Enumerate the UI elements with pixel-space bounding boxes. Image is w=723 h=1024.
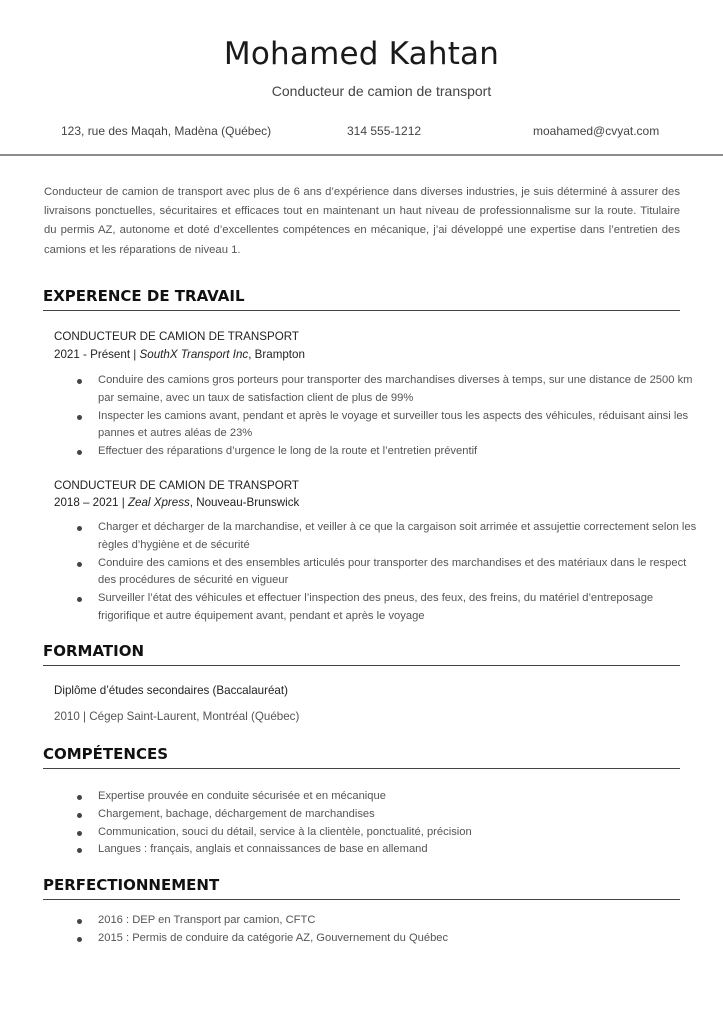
- job-2-company: Zeal Xpress: [127, 496, 190, 509]
- bullet-icon: [77, 379, 82, 384]
- section-title-training: PERFECTIONNEMENT: [43, 876, 220, 894]
- bullet-icon: [77, 831, 82, 836]
- job-2-location: , Nouveau-Brunswick: [189, 496, 300, 509]
- bullet-icon: [77, 415, 82, 420]
- skill-text: Expertise prouvée en conduite sécurisée et en mécanique: [98, 790, 386, 802]
- job-2-bullets: [98, 519, 698, 626]
- training-text: 2015 : Permis de conduire da catégorie AZ, Gouvernement du Québec: [98, 931, 449, 944]
- section-title-experience: EXPERENCE DE TRAVAIL: [43, 287, 245, 305]
- list-item: [98, 841, 698, 859]
- job-1-meta: [54, 348, 305, 361]
- bullet-icon: [77, 526, 82, 531]
- list-item: [98, 930, 698, 948]
- job-2-title: CONDUCTEUR DE CAMION DE TRANSPORT: [54, 479, 299, 492]
- bullet-icon: [77, 919, 82, 924]
- list-item: [98, 555, 698, 591]
- section-title-education: FORMATION: [43, 642, 145, 660]
- list-item: [98, 372, 698, 408]
- list-item: [98, 824, 698, 842]
- section-divider-training: [43, 899, 680, 900]
- section-divider-experience: [43, 310, 680, 311]
- bullet-icon: [77, 848, 82, 853]
- section-divider-skills: [43, 768, 680, 769]
- contact-address: 123, rue des Maqah, Madèna (Québec): [61, 124, 272, 138]
- section-divider-education: [43, 665, 680, 666]
- bullet-icon: [77, 937, 82, 942]
- list-item: [98, 912, 698, 930]
- contact-email[interactable]: moahamed@cvyat.com: [533, 124, 660, 138]
- list-item: [98, 590, 698, 626]
- bullet-icon: [77, 795, 82, 800]
- job-title-subtitle: Conducteur de camion de transport: [271, 83, 492, 99]
- bullet-icon: [77, 562, 82, 567]
- bullet-text: Conduire des camions et des ensembles articulés pour transporter des marchandises et des matériaux dans le respect des procédures de sécurité en vigueur: [98, 556, 687, 587]
- bullet-icon: [77, 597, 82, 602]
- skill-text: Communication, souci du détail, service à la clientèle, ponctualité, précision: [98, 825, 472, 838]
- list-item: [98, 806, 698, 824]
- job-2-meta: [54, 496, 299, 509]
- job-2-dates: 2018 – 2021 |: [54, 496, 128, 509]
- bullet-icon: [77, 450, 82, 455]
- bullet-icon: [77, 813, 82, 818]
- bullet-text: Conduire des camions gros porteurs pour transporter des marchandises diverses à temps, sur une distance de 2500 km par semaine, avec un taux de satisfaction client de plus de 99%: [98, 374, 693, 404]
- education-detail: 2010 | Cégep Saint-Laurent, Montréal (Québec): [54, 710, 300, 723]
- training-text: 2016 : DEP en Transport par camion, CFTC: [98, 914, 316, 926]
- job-1-bullets: [98, 372, 698, 461]
- skill-text: Chargement, bachage, déchargement de marchandises: [98, 807, 375, 820]
- list-item: [98, 519, 698, 555]
- education-degree: Diplôme d’études secondaires (Baccalauréat): [54, 684, 288, 697]
- skill-text: Langues : français, anglais et connaissances de base en allemand: [98, 843, 428, 856]
- training-list: [98, 912, 698, 948]
- resume-name: Mohamed Kahtan: [223, 36, 500, 72]
- bullet-text: Inspecter les camions avant, pendant et après le voyage et surveiller tous les aspects des véhicules, réduisant ainsi les pannes et autres aléas de 23%: [98, 409, 689, 440]
- bullet-text: Effectuer des réparations d’urgence le long de la route et l’entretien préventif: [98, 445, 478, 458]
- skills-list: [98, 788, 698, 859]
- job-1-company: SouthX Transport Inc: [139, 348, 249, 361]
- list-item: [98, 443, 698, 461]
- list-item: [98, 788, 698, 806]
- job-1-title: CONDUCTEUR DE CAMION DE TRANSPORT: [54, 330, 299, 343]
- bullet-text: Charger et décharger de la marchandise, et veiller à ce que la cargaison soit arrimée et assujettie correctement selon les règles d’hygiène et de sécurité: [98, 521, 697, 551]
- job-1-dates: 2021 - Présent |: [54, 348, 140, 361]
- list-item: [98, 408, 698, 444]
- header-divider: [0, 154, 723, 156]
- section-title-skills: COMPÉTENCES: [43, 745, 169, 763]
- profile-summary: Conducteur de camion de transport avec plus de 6 ans d’expérience dans diverses industries, je suis déterminé à assurer des livraisons ponctuelles, sécuritaires et efficaces tout en maintenant un haut niveau de professionnalisme sur la route. Titulaire du permis AZ, autonome et doté d’excellentes compétences en mécanique, j’ai développé une expertise dans l’entretien des camions et les réparations de niveau 1.: [44, 186, 680, 256]
- job-1-location: , Brampton: [248, 348, 305, 361]
- contact-phone: 314 555-1212: [347, 124, 422, 138]
- bullet-text: Surveiller l’état des véhicules et effectuer l’inspection des pneus, des feux, des freins, du matériel d’entreposage frigorifique et autre équipement avant, pendant et après le voyage: [98, 592, 654, 622]
